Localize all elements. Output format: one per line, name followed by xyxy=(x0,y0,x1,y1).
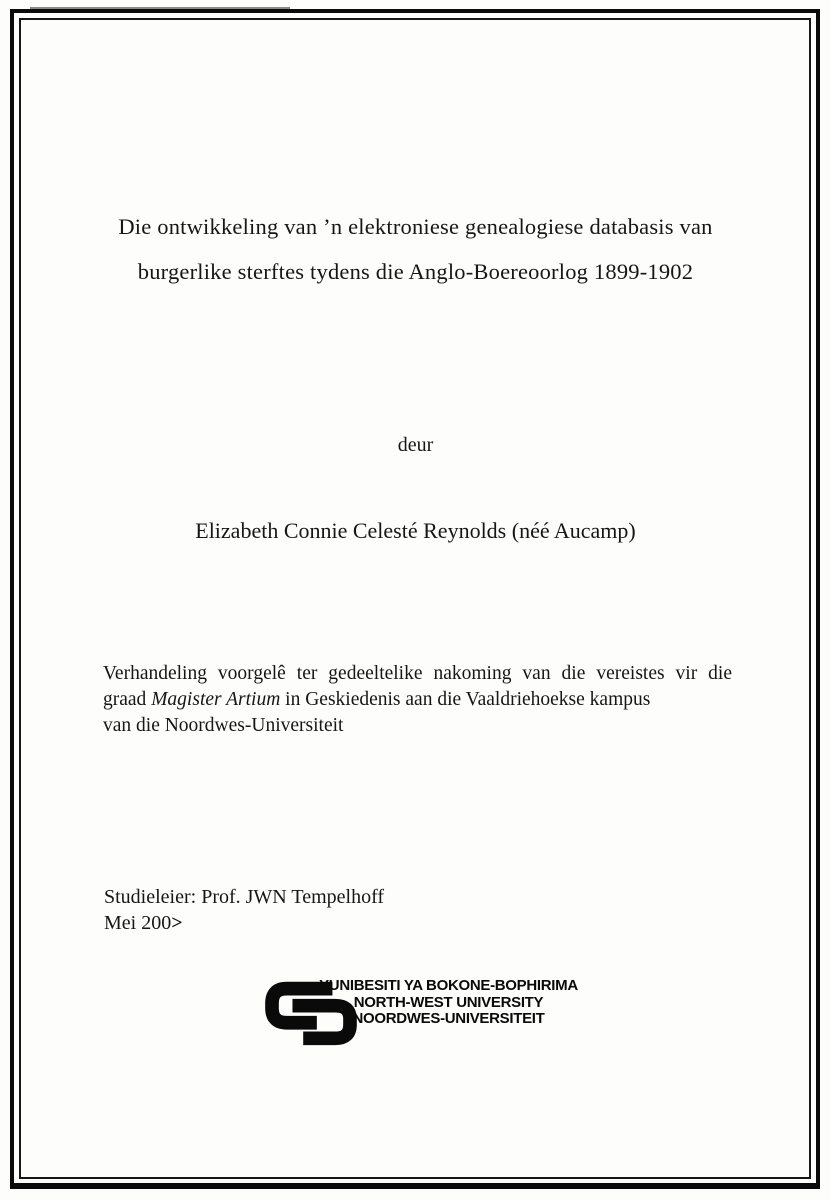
statement-line-2 xyxy=(103,687,732,713)
degree-statement xyxy=(103,661,732,739)
statement-line-2-post: in Geskiedenis aan die Vaaldriehoekse kampus xyxy=(280,689,651,710)
supervisor-block xyxy=(104,884,384,936)
statement-line-1: Verhandeling voorgelê ter gedeeltelike nakoming van die vereistes vir die xyxy=(103,663,732,684)
date-seven-glyph: > xyxy=(171,912,183,934)
university-logo xyxy=(256,972,586,1052)
statement-line-3: van die Noordwes-Universiteit xyxy=(103,715,344,736)
logo-text-english: NORTH-WEST UNIVERSITY xyxy=(353,993,544,1011)
title-line-1: Die ontwikkeling van ’n elektroniese genealogiese databasis van xyxy=(118,214,713,239)
author-name: Elizabeth Connie Celesté Reynolds (néé Aucamp) xyxy=(195,518,636,543)
degree-name: Magister Artium xyxy=(151,689,281,710)
page-title xyxy=(60,204,771,294)
scan-artifact xyxy=(30,7,290,10)
university-logo-text xyxy=(316,978,581,1028)
logo-text-afrikaans: NOORDWES-UNIVERSITEIT xyxy=(352,1010,545,1027)
logo-text-setswana: YUNIBESITI YA BOKONE-BOPHIRIMA xyxy=(319,977,578,994)
supervisor-line: Studieleier: Prof. JWN Tempelhoff xyxy=(104,886,385,908)
title-line-2: burgerlike sterftes tydens die Anglo-Boereoorlog 1899-1902 xyxy=(137,259,694,284)
statement-line-2-pre: graad xyxy=(103,689,152,710)
byline: deur xyxy=(397,434,434,456)
date-text: Mei 200 xyxy=(104,912,172,934)
date-line xyxy=(104,910,384,936)
